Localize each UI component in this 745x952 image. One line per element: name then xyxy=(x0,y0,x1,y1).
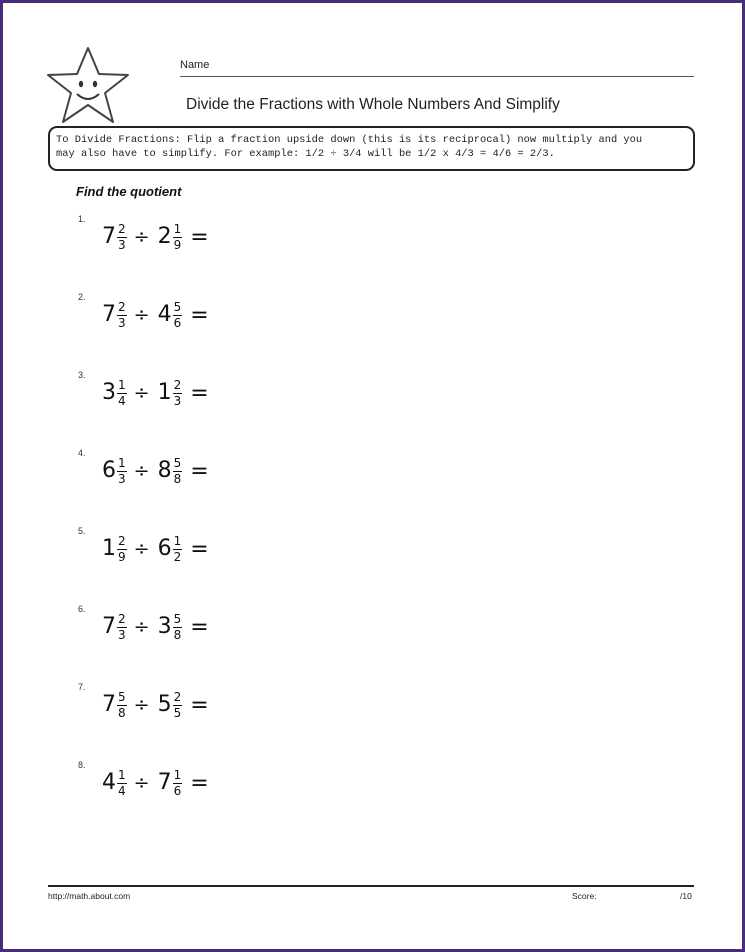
dividend-mixed-number xyxy=(102,301,127,330)
problem-number: 1. xyxy=(78,214,86,224)
instructions-box xyxy=(48,126,695,171)
divisor-fraction xyxy=(173,769,183,798)
divisor-mixed-number xyxy=(158,613,183,642)
dividend-fraction xyxy=(117,769,127,798)
divisor-fraction xyxy=(173,301,183,330)
dividend-whole: 1 xyxy=(102,536,116,561)
dividend-numerator: 2 xyxy=(118,533,126,548)
divide-sign: ÷ xyxy=(133,460,150,482)
equals-sign: = xyxy=(190,380,209,406)
divisor-fraction xyxy=(173,457,183,486)
divide-sign: ÷ xyxy=(133,538,150,560)
problem-number: 7. xyxy=(78,682,86,692)
find-quotient-heading: Find the quotient xyxy=(76,184,182,199)
dividend-mixed-number xyxy=(102,457,127,486)
dividend-denominator: 4 xyxy=(118,393,126,408)
name-field[interactable] xyxy=(180,58,694,77)
divisor-denominator: 6 xyxy=(173,783,182,798)
division-expression xyxy=(102,526,209,572)
dividend-numerator: 2 xyxy=(118,221,126,236)
divisor-numerator: 5 xyxy=(173,299,182,314)
problem-item xyxy=(78,760,278,810)
dividend-mixed-number xyxy=(102,535,127,564)
dividend-denominator: 3 xyxy=(118,315,126,330)
dividend-fraction xyxy=(117,379,127,408)
dividend-numerator: 2 xyxy=(118,299,126,314)
divisor-mixed-number xyxy=(158,769,183,798)
division-expression xyxy=(102,292,209,338)
divisor-denominator: 2 xyxy=(173,549,182,564)
dividend-whole: 4 xyxy=(102,770,116,795)
problem-item xyxy=(78,526,278,576)
dividend-mixed-number xyxy=(102,223,127,252)
dividend-denominator: 3 xyxy=(118,237,126,252)
dividend-fraction xyxy=(117,535,127,564)
dividend-denominator: 4 xyxy=(118,783,126,798)
problem-item xyxy=(78,604,278,654)
dividend-denominator: 3 xyxy=(118,471,126,486)
divisor-fraction xyxy=(173,379,183,408)
divisor-numerator: 1 xyxy=(173,533,182,548)
divisor-numerator: 2 xyxy=(173,377,182,392)
division-expression xyxy=(102,760,209,806)
instructions-line: To Divide Fractions: Flip a fraction upside down (this is its reciprocal) now multiply and you xyxy=(56,134,643,146)
equals-sign: = xyxy=(190,614,209,640)
footer-divider xyxy=(48,885,694,887)
dividend-whole: 3 xyxy=(102,380,116,405)
dividend-whole: 7 xyxy=(102,224,116,249)
dividend-numerator: 1 xyxy=(118,377,126,392)
divisor-fraction xyxy=(173,223,183,252)
divisor-mixed-number xyxy=(158,457,183,486)
problem-number: 2. xyxy=(78,292,86,302)
divisor-whole: 4 xyxy=(157,302,172,327)
dividend-mixed-number xyxy=(102,379,127,408)
dividend-whole: 6 xyxy=(102,458,116,483)
problem-item xyxy=(78,448,278,498)
problem-number: 6. xyxy=(78,604,86,614)
divisor-numerator: 5 xyxy=(173,611,182,626)
divisor-mixed-number xyxy=(158,691,183,720)
divisor-whole: 2 xyxy=(157,224,172,249)
divisor-mixed-number xyxy=(158,379,183,408)
equals-sign: = xyxy=(190,224,209,250)
dividend-fraction xyxy=(117,301,127,330)
dividend-whole: 7 xyxy=(102,302,116,327)
divisor-denominator: 3 xyxy=(173,393,182,408)
score-label: Score: xyxy=(572,891,597,901)
dividend-fraction xyxy=(117,691,127,720)
problem-item xyxy=(78,370,278,420)
divisor-whole: 8 xyxy=(157,458,172,483)
divisor-denominator: 9 xyxy=(173,237,182,252)
divisor-whole: 6 xyxy=(157,536,172,561)
smiling-star-icon xyxy=(44,44,132,126)
divisor-mixed-number xyxy=(158,223,183,252)
dividend-numerator: 1 xyxy=(118,767,126,782)
divide-sign: ÷ xyxy=(133,694,150,716)
dividend-fraction xyxy=(117,223,127,252)
dividend-whole: 7 xyxy=(102,692,116,717)
division-expression xyxy=(102,604,209,650)
problem-number: 3. xyxy=(78,370,86,380)
problem-number: 4. xyxy=(78,448,86,458)
dividend-fraction xyxy=(117,457,127,486)
divisor-denominator: 5 xyxy=(173,705,182,720)
divide-sign: ÷ xyxy=(133,772,150,794)
divisor-numerator: 5 xyxy=(173,455,182,470)
division-expression xyxy=(102,448,209,494)
divide-sign: ÷ xyxy=(133,382,150,404)
divisor-denominator: 6 xyxy=(173,315,182,330)
dividend-whole: 7 xyxy=(102,614,116,639)
dividend-denominator: 8 xyxy=(118,705,126,720)
division-expression xyxy=(102,370,209,416)
equals-sign: = xyxy=(190,692,209,718)
score-total: /10 xyxy=(680,891,692,901)
divisor-whole: 7 xyxy=(157,770,172,795)
divide-sign: ÷ xyxy=(133,226,150,248)
equals-sign: = xyxy=(190,458,209,484)
divisor-fraction xyxy=(173,535,183,564)
divisor-whole: 5 xyxy=(157,692,172,717)
divisor-numerator: 1 xyxy=(173,221,182,236)
instructions-line: may also have to simplify. For example: 1/2 ÷ 3/4 will be 1/2 x 4/3 = 4/6 = 2/3. xyxy=(56,148,555,160)
problem-item xyxy=(78,214,278,264)
divide-sign: ÷ xyxy=(133,304,150,326)
divisor-mixed-number xyxy=(158,301,183,330)
equals-sign: = xyxy=(190,536,209,562)
dividend-numerator: 5 xyxy=(118,689,126,704)
divisor-fraction xyxy=(173,691,183,720)
problem-item xyxy=(78,682,278,732)
dividend-numerator: 1 xyxy=(118,455,126,470)
divisor-mixed-number xyxy=(158,535,183,564)
page-title: Divide the Fractions with Whole Numbers And Simplify xyxy=(186,96,560,113)
dividend-fraction xyxy=(117,613,127,642)
divisor-numerator: 1 xyxy=(173,767,182,782)
problem-number: 5. xyxy=(78,526,86,536)
divisor-fraction xyxy=(173,613,183,642)
divisor-whole: 1 xyxy=(157,380,172,405)
dividend-mixed-number xyxy=(102,691,127,720)
divisor-whole: 3 xyxy=(157,614,172,639)
divisor-denominator: 8 xyxy=(173,627,182,642)
footer-url: http://math.about.com xyxy=(48,891,131,901)
dividend-mixed-number xyxy=(102,613,127,642)
divisor-numerator: 2 xyxy=(173,689,182,704)
divide-sign: ÷ xyxy=(133,616,150,638)
name-label: Name xyxy=(180,59,210,71)
equals-sign: = xyxy=(190,302,209,328)
division-expression xyxy=(102,682,209,728)
problem-number: 8. xyxy=(78,760,86,770)
dividend-mixed-number xyxy=(102,769,127,798)
dividend-denominator: 3 xyxy=(118,627,126,642)
division-expression xyxy=(102,214,209,260)
dividend-numerator: 2 xyxy=(118,611,126,626)
divisor-denominator: 8 xyxy=(173,471,182,486)
problem-item xyxy=(78,292,278,342)
dividend-denominator: 9 xyxy=(118,549,126,564)
equals-sign: = xyxy=(190,770,209,796)
